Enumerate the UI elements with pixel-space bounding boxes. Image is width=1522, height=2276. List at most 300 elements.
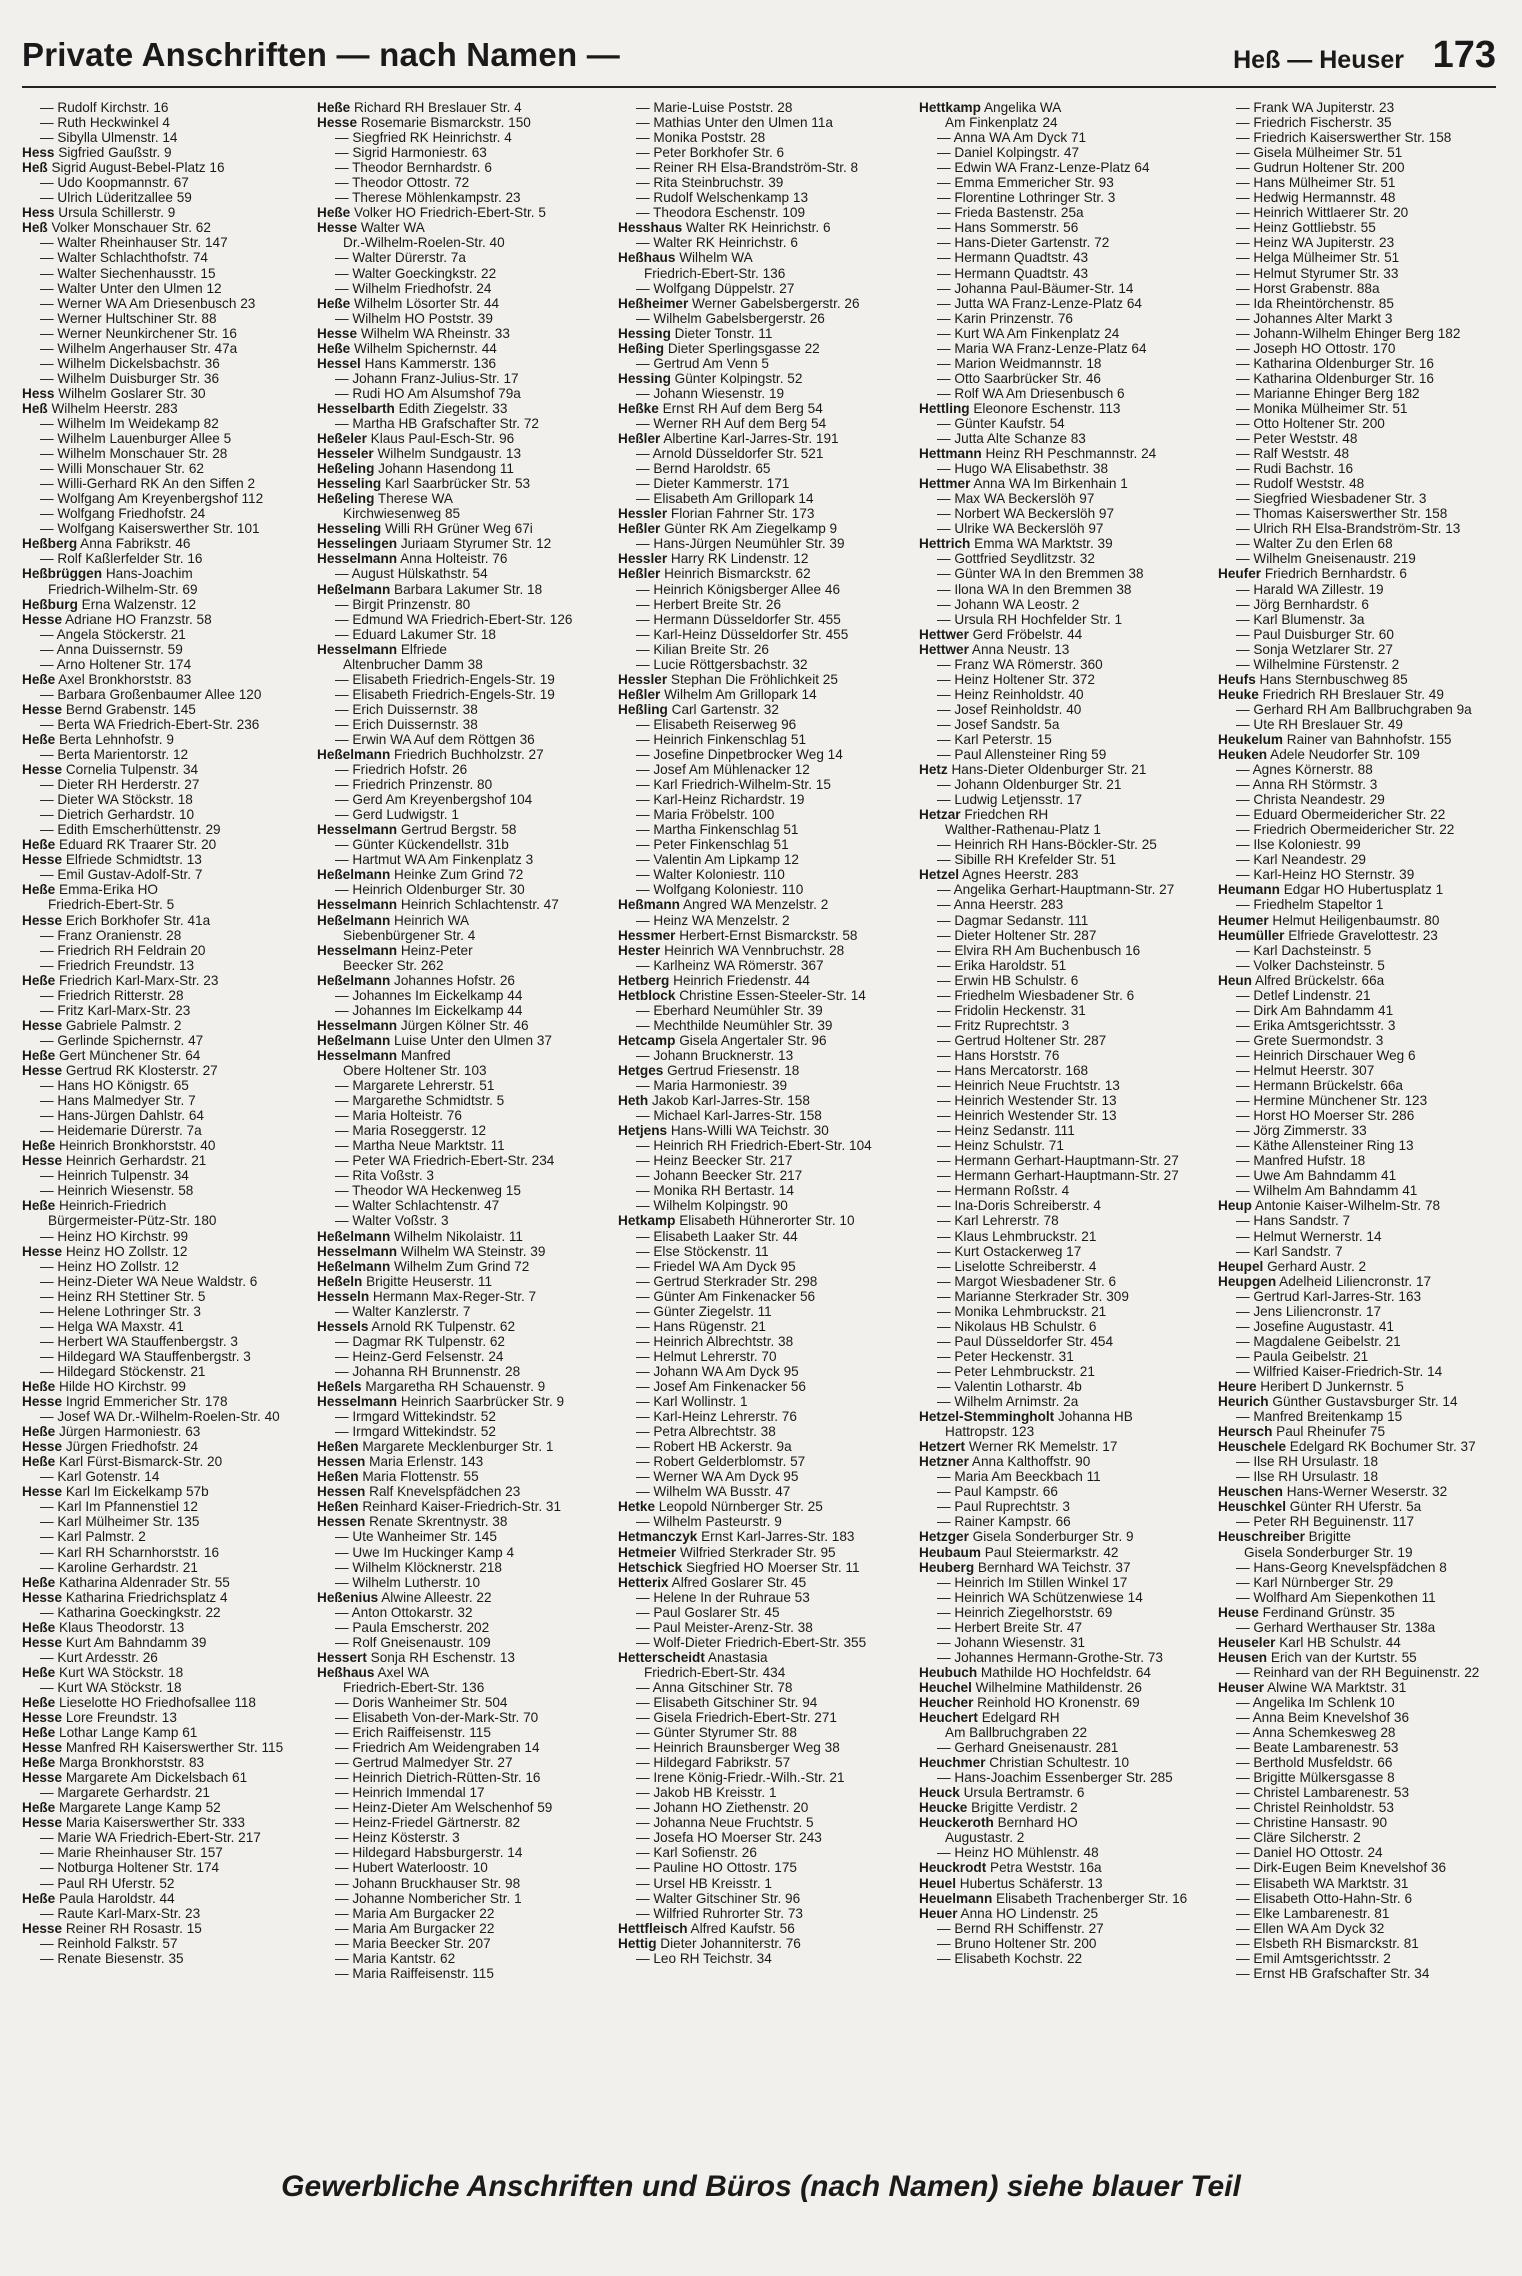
entry-details: Lothar Lange Kamp 61	[55, 1725, 198, 1741]
surname: Heure	[1218, 1378, 1257, 1394]
directory-entry: — Ilona WA In den Bremmen 38	[937, 581, 1132, 597]
directory-entry	[618, 1921, 908, 1936]
entry-details: Anna WA Im Birkenhain 1	[970, 476, 1128, 492]
directory-entry: — Hermann Gerhart-Hauptmann-Str. 27	[937, 1153, 1179, 1169]
directory-entry	[1218, 1424, 1496, 1439]
directory-entry: — Friedrich Hofstr. 26	[335, 762, 468, 778]
surname: Hesse	[22, 1153, 63, 1169]
entry-details: Anna Holteistr. 76	[397, 551, 508, 567]
directory-entry	[22, 882, 312, 897]
directory-entry	[618, 973, 908, 988]
directory-entry	[317, 1484, 607, 1499]
directory-entry: — Wilhelm HO Poststr. 39	[335, 310, 493, 326]
directory-entry: — Gerhard RH Am Ballbruchgraben 9a	[1236, 701, 1472, 717]
directory-entry: — Anna Heerstr. 283	[937, 897, 1064, 913]
entry-details: Marga Bronkhorststr. 83	[55, 1755, 205, 1771]
surname: Heßeling	[317, 461, 375, 477]
directory-entry: — Paula Geibelstr. 21	[1236, 1348, 1369, 1364]
entry-details: Ursula Bertramstr. 6	[959, 1785, 1085, 1801]
directory-entry	[317, 973, 607, 988]
directory-entry: — Wolfgang Kaiserswerther Str. 101	[40, 521, 260, 537]
directory-entry	[22, 973, 312, 988]
surname: Heßberg	[22, 536, 78, 552]
directory-entry: — Hubert Waterloostr. 10	[335, 1860, 488, 1876]
directory-entry: — Heinrich Dirschauer Weg 6	[1236, 1047, 1416, 1063]
directory-entry: — Detlef Lindenstr. 21	[1236, 987, 1371, 1003]
directory-entry: — Heinrich Immendal 17	[335, 1785, 485, 1801]
directory-entry	[317, 1499, 607, 1514]
directory-entry: — Anna Gitschiner Str. 78	[636, 1679, 793, 1695]
directory-entry: — Manfred Breitenkamp 15	[1236, 1409, 1403, 1425]
surname: Hetmanczyk	[618, 1529, 698, 1545]
surname: Heuck	[919, 1785, 960, 1801]
surname: Heßelmann	[317, 747, 391, 763]
directory-entry: — Irene König-Friedr.-Wilh.-Str. 21	[636, 1770, 845, 1786]
directory-entry: — Edith Emscherhüttenstr. 29	[40, 822, 221, 838]
directory-entry: — Ina-Doris Schreiberstr. 4	[937, 1198, 1101, 1214]
directory-entry: — Paul Duisburger Str. 60	[1236, 626, 1394, 642]
directory-entry: — Helga WA Maxstr. 41	[40, 1318, 184, 1334]
directory-entry: — Heidemarie Dürerstr. 7a	[40, 1123, 202, 1139]
directory-entry: — Heinrich Wittlaerer Str. 20	[1236, 205, 1409, 221]
directory-entry	[618, 1499, 908, 1514]
entry-details: Heinz-Peter	[397, 942, 473, 958]
surname: Heupel	[1218, 1258, 1264, 1274]
entry-details: Heribert D Junkernstr. 5	[1256, 1378, 1404, 1394]
directory-entry: — Hildegard WA Stauffenbergstr. 3	[40, 1348, 251, 1364]
directory-entry: — Hildegard Stöckenstr. 21	[40, 1363, 206, 1379]
directory-entry: — Gertrud Malmedyer Str. 27	[335, 1755, 513, 1771]
directory-entry: — Helga Mülheimer Str. 51	[1236, 250, 1400, 266]
entry-details: Friedrich Karl-Marx-Str. 23	[55, 972, 219, 988]
surname: Heße	[22, 1694, 56, 1710]
directory-entry	[22, 1048, 312, 1063]
directory-entry: — Fridolin Heckenstr. 31	[937, 1002, 1086, 1018]
surname: Heursch	[1218, 1424, 1273, 1440]
directory-entry	[919, 1906, 1209, 1921]
directory-entry	[919, 1439, 1209, 1454]
directory-entry: — Barbara Großenbaumer Allee 120	[40, 686, 262, 702]
directory-entry: — Martha Neue Marktstr. 11	[335, 1138, 505, 1154]
entry-details: Paula Haroldstr. 44	[55, 1890, 175, 1906]
directory-columns	[22, 100, 1496, 2150]
entry-details: Hans-Dieter Oldenburger Str. 21	[947, 762, 1147, 778]
directory-entry	[919, 1665, 1209, 1680]
entry-details: Agnes Heerstr. 283	[959, 867, 1079, 883]
directory-entry: — Karl-Heinz Richardstr. 19	[636, 792, 805, 808]
entry-details: Wilhelm Goslarer Str. 30	[54, 385, 206, 401]
entry-details: Heinrich Schlachtenstr. 47	[397, 897, 559, 913]
directory-entry	[317, 1665, 607, 1680]
directory-entry: — Ulrich RH Elsa-Brandström-Str. 13	[1236, 521, 1461, 537]
surname: Hessert	[317, 1649, 367, 1665]
directory-entry: — Uwe Im Huckinger Kamp 4	[335, 1544, 515, 1560]
directory-entry: — Friedhelm Stapeltor 1	[1236, 897, 1384, 913]
directory-entry: — Jens Liliencronstr. 17	[1236, 1303, 1382, 1319]
directory-entry: — Sibille RH Krefelder Str. 51	[937, 852, 1117, 868]
directory-entry: — Karl Lehrerstr. 78	[937, 1213, 1059, 1229]
directory-entry: — Christel Reinholdstr. 53	[1236, 1800, 1394, 1816]
directory-entry	[618, 687, 908, 702]
directory-entry: — Johannes Hermann-Grothe-Str. 73	[937, 1649, 1163, 1665]
entry-details: Leopold Nürnberger Str. 25	[655, 1499, 823, 1515]
directory-entry	[22, 386, 312, 401]
directory-entry: — Günter Am Finkenacker 56	[636, 1288, 816, 1304]
directory-entry: — Hermann Düsseldorfer Str. 455	[636, 611, 841, 627]
directory-entry: — Monika Poststr. 28	[636, 130, 766, 146]
entry-details: Stephan Die Fröhlichkeit 25	[667, 671, 838, 687]
directory-entry: — Erwin HB Schulstr. 6	[937, 972, 1079, 988]
directory-entry: — Liselotte Schreiberstr. 4	[937, 1258, 1097, 1274]
directory-entry: Friedrich-Ebert-Str. 136	[343, 1679, 485, 1695]
entry-details: Carl Gartenstr. 32	[667, 701, 779, 717]
directory-entry: — Hans HO Königstr. 65	[40, 1078, 189, 1094]
entry-details: Manfred	[397, 1047, 451, 1063]
directory-entry: — Walter Schlachtenstr. 47	[335, 1198, 500, 1214]
directory-entry	[22, 1063, 312, 1078]
directory-entry	[22, 732, 312, 747]
directory-entry: — Hans Malmedyer Str. 7	[40, 1093, 196, 1109]
page-number: 173	[1432, 34, 1496, 76]
directory-entry	[618, 1560, 908, 1575]
entry-details: Heinz HO Zollstr. 12	[62, 1243, 188, 1259]
directory-entry: — Maria Harmoniestr. 39	[636, 1078, 788, 1094]
directory-entry	[317, 582, 607, 597]
column-3	[618, 100, 908, 2150]
directory-entry	[317, 1274, 607, 1289]
directory-entry	[1218, 1680, 1496, 1695]
surname: Hetges	[618, 1063, 664, 1078]
entry-details: Jürgen Kölner Str. 46	[397, 1017, 529, 1033]
entry-details: Alwine Alleestr. 22	[378, 1589, 492, 1605]
surname: Heß	[22, 160, 48, 176]
directory-entry: — Dirk-Eugen Beim Knevelshof 36	[1236, 1860, 1447, 1876]
surname: Hesseling	[317, 521, 382, 537]
directory-entry: — Heinrich RH Hans-Böckler-Str. 25	[937, 837, 1157, 853]
directory-entry: — Paul RH Uferstr. 52	[40, 1875, 175, 1891]
directory-entry: — Hans Mercatorstr. 168	[937, 1063, 1089, 1078]
directory-entry: — Anna RH Störmstr. 3	[1236, 777, 1378, 793]
directory-entry	[919, 100, 1209, 115]
surname: Hetmeier	[618, 1544, 677, 1560]
entry-details: Wilhelm Nikolaistr. 11	[390, 1228, 523, 1244]
directory-entry	[919, 401, 1209, 416]
directory-entry	[618, 1033, 908, 1048]
directory-entry: — Hans Rügenstr. 21	[636, 1318, 766, 1334]
surname: Heßing	[618, 340, 665, 356]
directory-entry: — Friedrich Fischerstr. 35	[1236, 115, 1392, 131]
directory-entry: — Werner Hultschiner Str. 88	[40, 310, 217, 326]
directory-entry	[317, 476, 607, 491]
directory-entry	[919, 1710, 1209, 1725]
directory-entry: — Fritz Karl-Marx-Str. 23	[40, 1002, 191, 1018]
directory-entry	[317, 642, 607, 657]
surname: Heuel	[919, 1875, 957, 1891]
directory-entry: — Mechthilde Neumühler Str. 39	[636, 1017, 833, 1033]
directory-entry: — Heinrich Im Stillen Winkel 17	[937, 1574, 1128, 1590]
directory-entry: — Christa Neandestr. 29	[1236, 792, 1385, 808]
directory-entry: — Josef Am Finkenacker 56	[636, 1378, 806, 1394]
surname: Heßling	[618, 701, 668, 717]
entry-details: Margaretha RH Schauenstr. 9	[361, 1378, 546, 1394]
entry-details: Reinhard Kaiser-Friedrich-Str. 31	[358, 1499, 562, 1515]
directory-entry: Beecker Str. 262	[343, 957, 444, 973]
directory-entry: — Helene Lothringer Str. 3	[40, 1303, 201, 1319]
entry-details: Wilhelm Lösorter Str. 44	[350, 295, 500, 311]
surname: Hesse	[22, 1920, 63, 1936]
directory-entry: — Herbert Breite Str. 26	[636, 596, 782, 612]
entry-details: Herbert-Ernst Bismarckstr. 58	[675, 927, 858, 943]
surname: Hesselmann	[317, 1394, 398, 1410]
surname: Hessen	[317, 1484, 366, 1500]
directory-entry: — Heinrich RH Friedrich-Ebert-Str. 104	[636, 1138, 872, 1154]
entry-details: Gertrud Friesenstr. 18	[663, 1063, 800, 1078]
entry-details: Ernst RH Auf dem Berg 54	[658, 400, 823, 416]
directory-entry: — Udo Koopmannstr. 67	[40, 175, 189, 191]
directory-entry: — Margarethe Schmidtstr. 5	[335, 1093, 505, 1109]
directory-entry: — Wilhelm Lutherstr. 10	[335, 1574, 481, 1590]
entry-details: Juriaam Styrumer Str. 12	[397, 536, 552, 552]
directory-entry: — Günter Styrumer Str. 88	[636, 1725, 797, 1741]
entry-details: Hermann Max-Reger-Str. 7	[369, 1288, 537, 1304]
directory-entry: — Karl Wollinstr. 1	[636, 1394, 748, 1410]
directory-entry: — Dieter WA Stöckstr. 18	[40, 792, 193, 808]
directory-entry: — Siegfried RK Heinrichstr. 4	[335, 130, 512, 146]
directory-entry: — Christine Hansastr. 90	[1236, 1815, 1388, 1831]
surname: Heuberg	[919, 1559, 975, 1575]
surname: Hettig	[618, 1935, 657, 1951]
entry-details: Ernst Karl-Jarres-Str. 183	[697, 1529, 855, 1545]
directory-entry: — Katharina Goeckingkstr. 22	[40, 1604, 221, 1620]
directory-entry	[618, 521, 908, 536]
directory-entry	[919, 1785, 1209, 1800]
directory-entry: — Angelika Im Schlenk 10	[1236, 1694, 1395, 1710]
entry-details: Margarete Mecklenburger Str. 1	[358, 1439, 554, 1455]
directory-entry	[618, 551, 908, 566]
surname: Hessmer	[618, 927, 676, 943]
directory-entry: — Magdalene Geibelstr. 21	[1236, 1333, 1401, 1349]
surname: Heßke	[618, 400, 659, 416]
entry-details: Klaus Paul-Esch-Str. 96	[366, 431, 515, 447]
directory-entry: — Elisabeth Friedrich-Engels-Str. 19	[335, 686, 555, 702]
surname: Hetjens	[618, 1123, 668, 1139]
directory-entry: — Katharina Oldenburger Str. 16	[1236, 355, 1434, 371]
entry-details: Heinz RH Peschmannstr. 24	[981, 446, 1157, 462]
directory-entry: — Paul Meister-Arenz-Str. 38	[636, 1619, 813, 1635]
directory-entry: — Karl Palmstr. 2	[40, 1529, 146, 1545]
entry-details: Siegfried HO Moerser Str. 11	[682, 1559, 860, 1575]
surname: Heße	[22, 731, 56, 747]
directory-entry: — Maria Holteistr. 76	[335, 1108, 462, 1124]
directory-entry	[317, 356, 607, 371]
directory-entry	[317, 100, 607, 115]
directory-entry: — Walter Siechenhausstr. 15	[40, 265, 216, 281]
directory-entry: — Heinrich Wiesenstr. 58	[40, 1183, 194, 1199]
directory-entry	[22, 566, 312, 581]
directory-entry: — Hermine Münchener Str. 123	[1236, 1093, 1428, 1109]
surname: Hessler	[618, 506, 668, 522]
surname: Heßler	[618, 521, 661, 537]
directory-entry: Friedrich-Ebert-Str. 434	[644, 1664, 786, 1680]
directory-entry	[1218, 566, 1496, 581]
entry-details: Volker Monschauer Str. 62	[47, 220, 211, 236]
directory-entry: — Hugo WA Elisabethstr. 38	[937, 461, 1109, 477]
directory-entry: — Friedrich Am Weidengraben 14	[335, 1740, 540, 1756]
surname: Heßelmann	[317, 1228, 391, 1244]
surname: Heupgen	[1218, 1273, 1277, 1289]
entry-details: Sigrid August-Bebel-Platz 16	[47, 160, 225, 176]
directory-entry: — Johann WA Leostr. 2	[937, 596, 1080, 612]
surname: Hesselmann	[317, 1047, 398, 1063]
entry-details: Anna Fabrikstr. 46	[77, 536, 191, 552]
entry-details: Axel Bronkhorststr. 83	[55, 671, 192, 687]
surname: Heun	[1218, 972, 1252, 988]
directory-entry	[317, 551, 607, 566]
directory-entry	[618, 1575, 908, 1590]
directory-entry: — Klaus Lehmbruckstr. 21	[937, 1228, 1097, 1244]
directory-entry: — Hermann Gerhart-Hauptmann-Str. 27	[937, 1168, 1179, 1184]
directory-entry: — Friedrich Ritterstr. 28	[40, 987, 184, 1003]
directory-entry: — Karl Sofienstr. 26	[636, 1845, 757, 1861]
directory-entry: — Friedrich Kaiserswerther Str. 158	[1236, 130, 1452, 146]
directory-entry: — Jutta WA Franz-Lenze-Platz 64	[937, 295, 1142, 311]
directory-entry: — Günter Kaufstr. 54	[937, 415, 1065, 431]
surname: Heße	[22, 1378, 56, 1394]
directory-entry	[618, 220, 908, 235]
surname: Heuse	[1218, 1604, 1259, 1620]
directory-entry: — Gertrud Am Venn 5	[636, 355, 769, 371]
directory-entry	[919, 1695, 1209, 1710]
entry-details: Walter RK Heinrichstr. 6	[682, 220, 831, 236]
directory-entry	[22, 1635, 312, 1650]
directory-entry	[618, 1093, 908, 1108]
surname: Heße	[22, 1424, 56, 1440]
directory-entry: — Johanna RH Brunnenstr. 28	[335, 1363, 521, 1379]
directory-entry: — Walter Gitschiner Str. 96	[636, 1890, 801, 1906]
directory-entry: — Friedrich Obermeidericher Str. 22	[1236, 822, 1455, 838]
directory-entry	[919, 1860, 1209, 1875]
entry-details: Gert Münchener Str. 64	[55, 1047, 201, 1063]
directory-entry: — Kurt WA Stöckstr. 18	[40, 1679, 182, 1695]
directory-entry	[1218, 1650, 1496, 1665]
directory-entry: — Anton Ottokarstr. 32	[335, 1604, 473, 1620]
directory-entry: — Heinz Schulstr. 71	[937, 1138, 1064, 1154]
directory-entry: — Ute Wanheimer Str. 145	[335, 1529, 497, 1545]
surname: Hesse	[22, 1770, 63, 1786]
entry-details: Wilhelmine Mathildenstr. 26	[971, 1679, 1142, 1695]
surname: Hettwer	[919, 641, 969, 657]
directory-entry: — Raute Karl-Marx-Str. 23	[40, 1905, 201, 1921]
surname: Heße	[22, 882, 56, 898]
surname: Heßheimer	[618, 295, 689, 311]
directory-entry: — Hermann Quadtstr. 43	[937, 250, 1089, 266]
directory-entry: — Elisabeth Friedrich-Engels-Str. 19	[335, 671, 555, 687]
directory-entry: — Kurt Ardesstr. 26	[40, 1649, 158, 1665]
surname: Heße	[22, 1047, 56, 1063]
directory-entry: — Berthold Musfeldstr. 66	[1236, 1755, 1393, 1771]
directory-entry: — Leo RH Teichstr. 34	[636, 1950, 772, 1966]
directory-entry: — Ralf Weststr. 48	[1236, 446, 1350, 462]
surname: Hesse	[22, 1243, 63, 1259]
surname: Heuelmann	[919, 1890, 993, 1906]
directory-entry: — Marion Weidmannstr. 18	[937, 355, 1102, 371]
directory-entry: — Josefine Dinpetbrocker Weg 14	[636, 747, 843, 763]
entry-details: Günther Gustavsburger Str. 14	[1268, 1394, 1458, 1410]
surname: Heth	[618, 1093, 649, 1109]
directory-entry: — Nikolaus HB Schulstr. 6	[937, 1318, 1097, 1334]
directory-entry	[1218, 1439, 1496, 1454]
directory-entry: — Ursula RH Hochfelder Str. 1	[937, 611, 1123, 627]
entry-details: Friedrich Buchholzstr. 27	[390, 747, 544, 763]
directory-entry: — Karl Friedrich-Wilhelm-Str. 15	[636, 777, 831, 793]
directory-entry	[1218, 687, 1496, 702]
entry-details: Günter Kolpingstr. 52	[670, 370, 803, 386]
entry-details: Paul Rheinufer 75	[1272, 1424, 1386, 1440]
entry-details: Petra Weststr. 16a	[986, 1860, 1102, 1876]
entry-details: Gerd Fröbelstr. 44	[968, 626, 1083, 642]
surname: Heße	[22, 1800, 56, 1816]
directory-entry	[919, 1529, 1209, 1544]
directory-entry: — Heinrich Oldenburger Str. 30	[335, 882, 525, 898]
directory-entry: — Gertrud Karl-Jarres-Str. 163	[1236, 1288, 1422, 1304]
directory-entry: — Paul Kampstr. 66	[937, 1484, 1058, 1500]
directory-entry: — Monika RH Bertastr. 14	[636, 1183, 794, 1199]
directory-entry: — Edmund WA Friedrich-Ebert-Str. 126	[335, 611, 573, 627]
directory-entry	[618, 1545, 908, 1560]
directory-entry: — Ulrich Lüderitzallee 59	[40, 190, 192, 206]
surname: Heßler	[618, 686, 661, 702]
directory-entry	[1218, 1529, 1496, 1544]
directory-entry: — Heinrich Königsberger Allee 46	[636, 581, 841, 597]
directory-entry	[22, 1484, 312, 1499]
directory-entry: — Karoline Gerhardstr. 21	[40, 1559, 198, 1575]
surname: Hettkamp	[919, 100, 981, 115]
directory-entry: — Maria Roseggerstr. 12	[335, 1123, 487, 1139]
directory-entry: — Wilfried Ruhrorter Str. 73	[636, 1905, 803, 1921]
surname: Hessen	[317, 1454, 366, 1470]
footer-note: Gewerbliche Anschriften und Büros (nach Namen) siehe blauer Teil	[281, 2170, 1241, 2203]
directory-entry: — Gerd Am Kreyenbergshof 104	[335, 792, 533, 808]
entry-details: Edelgard RH	[977, 1710, 1060, 1726]
directory-entry: — Franz Oranienstr. 28	[40, 927, 182, 943]
directory-entry: — Johannes Alter Markt 3	[1236, 310, 1393, 326]
directory-entry: Am Ballbruchgraben 22	[945, 1725, 1088, 1741]
entry-details: Elfriede Gravelottestr. 23	[1284, 927, 1438, 943]
directory-entry: — Margarete Gerhardstr. 21	[40, 1785, 210, 1801]
directory-entry: — Martha Finkenschlag 51	[636, 822, 799, 838]
directory-entry: — Werner WA Am Dyck 95	[636, 1469, 799, 1485]
directory-entry: — Margot Wiesbadener Str. 6	[937, 1273, 1117, 1289]
entry-details: Bernhard WA Teichstr. 37	[974, 1559, 1131, 1575]
surname: Hesse	[22, 912, 63, 928]
entry-details: Margarete Lange Kamp 52	[55, 1800, 221, 1816]
entry-details: Christine Essen-Steeler-Str. 14	[675, 987, 866, 1003]
surname: Heßen	[317, 1439, 359, 1455]
surname: Heurich	[1218, 1394, 1269, 1410]
directory-entry: — Elisabeth WA Marktstr. 31	[1236, 1875, 1409, 1891]
directory-entry: — Maria WA Franz-Lenze-Platz 64	[937, 340, 1147, 356]
directory-entry: — Petra Albrechtstr. 38	[636, 1424, 776, 1440]
directory-entry: — Johann Bruckhauser Str. 98	[335, 1875, 521, 1891]
directory-entry	[22, 1891, 312, 1906]
surname: Heßhaus	[618, 250, 676, 266]
directory-entry: Bürgermeister-Pütz-Str. 180	[48, 1213, 217, 1229]
directory-entry	[317, 1590, 607, 1605]
directory-entry: — Friedrich Prinzenstr. 80	[335, 777, 493, 793]
directory-entry: — Therese Möhlenkampstr. 23	[335, 190, 521, 206]
directory-entry: — Renate Biesenstr. 35	[40, 1950, 184, 1966]
directory-entry: — Heinz RH Stettiner Str. 5	[40, 1288, 206, 1304]
